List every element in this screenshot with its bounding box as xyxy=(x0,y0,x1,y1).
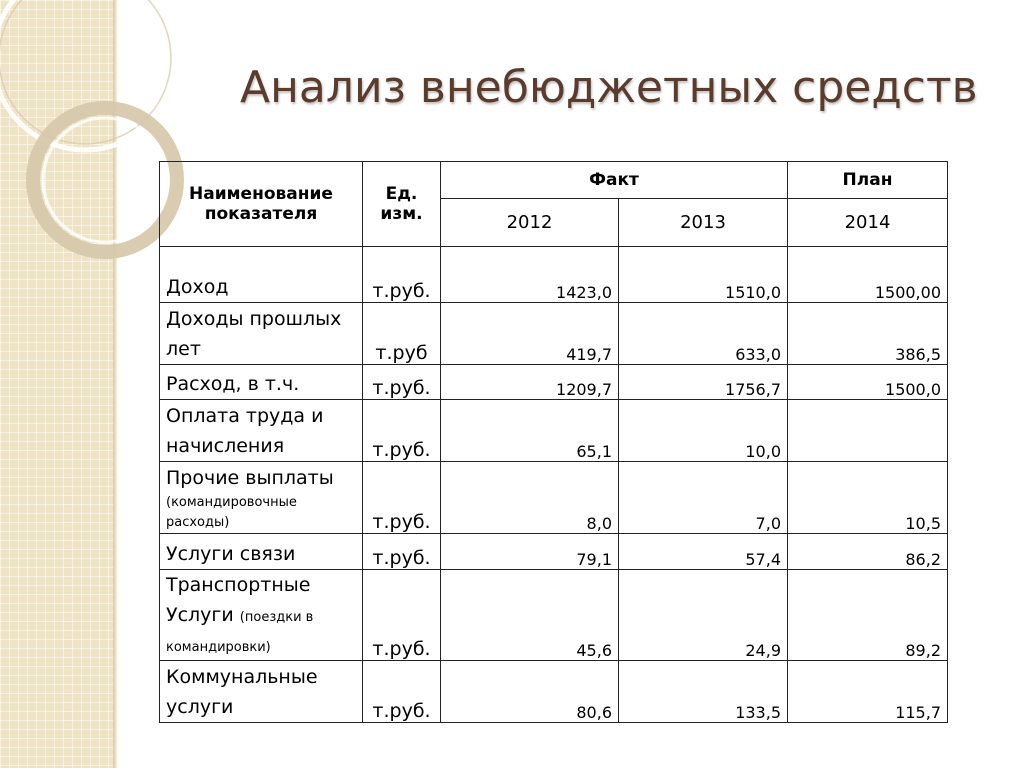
header-plan: План xyxy=(788,162,948,199)
row-value-2012: 65,1 xyxy=(441,400,619,462)
row-value-2014: 10,5 xyxy=(788,462,948,534)
row-value-2013: 7,0 xyxy=(619,462,788,534)
table-row xyxy=(160,534,948,570)
header-year-2012: 2012 xyxy=(441,199,619,247)
row-unit: т.руб. xyxy=(363,365,441,400)
budget-analysis-table xyxy=(159,161,948,723)
row-unit: т.руб. xyxy=(363,247,441,303)
row-name: Транспортные Услуги xyxy=(166,574,311,626)
row-value-2013: 57,4 xyxy=(619,534,788,570)
row-unit: т.руб. xyxy=(363,400,441,462)
row-unit: т.руб. xyxy=(363,462,441,534)
header-year-2013: 2013 xyxy=(619,199,788,247)
row-unit: т.руб. xyxy=(363,534,441,570)
row-name-note: (поездки в командировки) xyxy=(166,610,314,655)
header-name-line2: показателя xyxy=(204,204,318,224)
row-value-2013: 133,5 xyxy=(619,661,788,723)
row-value-2012: 79,1 xyxy=(441,534,619,570)
slide-title: Анализ внебюджетных средств xyxy=(240,62,978,113)
header-fact: Факт xyxy=(441,162,788,199)
row-value-2014: 115,7 xyxy=(788,661,948,723)
row-name: Доходы прошлых лет xyxy=(160,303,363,365)
row-value-2012: 1209,7 xyxy=(441,365,619,400)
header-unit-cell xyxy=(363,162,441,247)
header-unit-line1: Ед. xyxy=(385,184,418,204)
table-row xyxy=(160,303,948,365)
row-name: Оплата труда и начисления xyxy=(160,400,363,462)
table-row xyxy=(160,661,948,723)
row-value-2014: 1500,00 xyxy=(788,247,948,303)
table-row xyxy=(160,400,948,462)
row-value-2013: 1756,7 xyxy=(619,365,788,400)
header-name-cell xyxy=(160,162,363,247)
header-year-2014: 2014 xyxy=(788,199,948,247)
table-row xyxy=(160,247,948,303)
row-name-cell xyxy=(160,570,363,661)
row-value-2014: 386,5 xyxy=(788,303,948,365)
row-value-2012: 8,0 xyxy=(441,462,619,534)
row-value-2013: 24,9 xyxy=(619,570,788,661)
header-unit-line2: изм. xyxy=(380,204,423,224)
row-name-cell xyxy=(160,462,363,534)
row-unit: т.руб. xyxy=(363,570,441,661)
row-value-2014 xyxy=(788,400,948,462)
row-value-2012: 80,6 xyxy=(441,661,619,723)
row-name: Прочие выплаты xyxy=(166,467,334,489)
row-value-2013: 10,0 xyxy=(619,400,788,462)
row-name: Коммунальные услуги xyxy=(160,661,363,723)
row-value-2012: 1423,0 xyxy=(441,247,619,303)
table-header-row xyxy=(160,162,948,199)
row-name: Услуги связи xyxy=(160,534,363,570)
row-value-2014: 89,2 xyxy=(788,570,948,661)
row-value-2014: 1500,0 xyxy=(788,365,948,400)
header-name-line1: Наименование xyxy=(189,184,333,204)
row-unit: т.руб xyxy=(363,303,441,365)
table-row xyxy=(160,570,948,661)
table-row xyxy=(160,365,948,400)
row-value-2012: 45,6 xyxy=(441,570,619,661)
row-unit: т.руб. xyxy=(363,661,441,723)
row-name: Расход, в т.ч. xyxy=(160,365,363,400)
row-name-note: (командировочные расходы) xyxy=(166,495,297,530)
row-value-2014: 86,2 xyxy=(788,534,948,570)
row-value-2013: 633,0 xyxy=(619,303,788,365)
row-value-2012: 419,7 xyxy=(441,303,619,365)
row-value-2013: 1510,0 xyxy=(619,247,788,303)
table-row xyxy=(160,462,948,534)
row-name: Доход xyxy=(160,247,363,303)
